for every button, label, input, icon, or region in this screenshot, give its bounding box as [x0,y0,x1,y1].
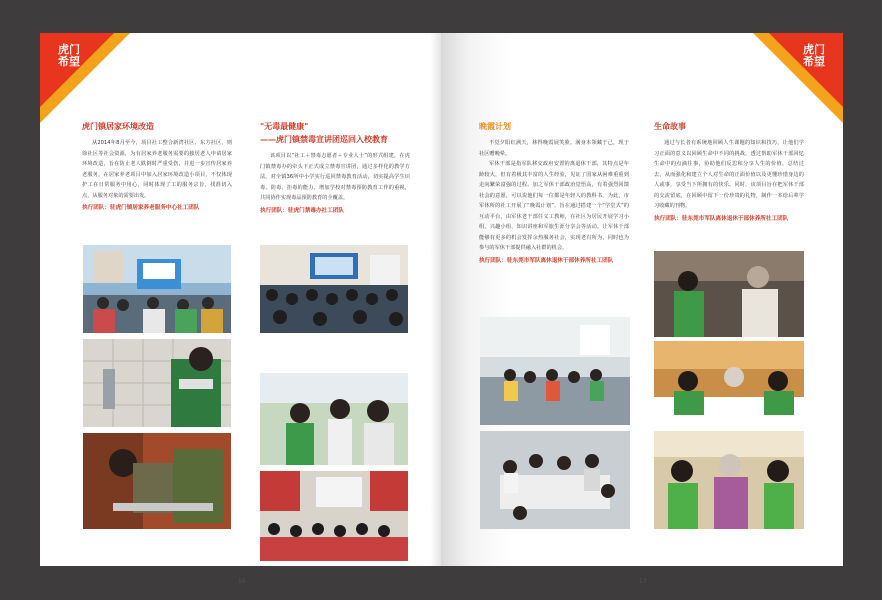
right-page [441,33,843,585]
article-team: 执行团队：驻东莞市军队离休退休干部休养所社工团队 [479,257,614,264]
article-home-renovation [82,121,232,216]
book-spine [430,33,441,566]
badge-left: 虎门希望 [58,43,80,68]
article-sunset-plan [479,121,629,269]
photo-elder-interview [654,251,804,337]
page-number: 17 [639,578,647,585]
article-title: "无毒最健康" [260,122,309,131]
left-page [40,33,441,585]
article-team: 执行团队：驻东莞市军队离休退休干部休养所社工团队 [654,215,789,222]
photo-table-group [480,431,630,529]
photo-repair-work [83,433,231,529]
article-team: 执行团队：驻虎门禁毒办社工团队 [260,207,344,214]
article-team: 执行团队：驻虎门镇居家养老服务中心社工团队 [82,205,200,211]
article-intro: 不觉夕阳红满天，林得晚霞展笑脸。满身本领藏于己，现于社区赠晚晕。 [479,140,629,157]
photo-students-presentation [260,373,408,465]
page-number: 16 [238,578,246,585]
photo-volunteers-elder [654,431,804,529]
article-subtitle: ——虎门镇禁毒宣讲团巡回入校教育 [260,135,388,144]
photo-writing-session [654,341,804,427]
article-body: 该项目以“社工＋禁毒志愿者＋专业人士”的形式组建，在虎门镇禁毒办的牵头下正式成立禁毒宣讲团，通过多样化的教学方法，对全镇36所中小学实行巡回禁毒教育活动，切实提高学生识毒、防毒、拒毒的能力，增加学校对禁毒预防教育工作的重视，共同协作实现毒品预防教育的全覆盖。 [260,153,410,201]
article-title: 虎门镇居家环境改造 [82,122,154,131]
article-anti-drug [260,121,410,219]
badge-right: 虎门希望 [803,43,825,68]
photo-classroom-lecture [260,245,408,333]
photo-activity-room [480,317,630,425]
article-body: 通过与长者有系统地回顾人生课题的知识和技巧，让他们学习正面的意义以回顾生命中不同的挑战，透过帮助军休干部回忆生命中的点滴往事，协助他们反思和分享人生的价值，总结过去，从而强化和建立个人对生命的正面价值以及更懂珍惜身边的人或事，享受当下所拥有的快乐。同时，该项目旨在把军休干部的交流留底，在回顾中留下一份珍贵的礼物，制作一本给后辈学习收藏的刊物。 [654,140,804,209]
article-body: 从2014年8月至今，项目社工整合新湾社区、东方社区、则徐社区等社会资源，为有居家养老服务需要的独居老人申请居家环境改造，旨在防止老人跌倒时严重受伤，并进一步宣传居家养老服务。在居家养老项目中加入居家环境改造小项目，不仅体现护工在日常服务中用心，同时体现了工的服务宗旨，找准切入点，从服务对象的需要出发。 [82,140,232,199]
article-title: 晚霞计划 [479,122,511,131]
photo-community-event [83,245,231,333]
photo-bathroom-repair [83,339,231,427]
article-body: 军休干部是指军队移交政府安置的离退休干部，其特点是年龄较大，但有着极其丰富的人生经验，见证了国家从困难重重到走向繁荣富强的过程。加之军休干部政治觉悟高，有着强烈回馈社会的意愿，可以说他们每一位都是年轻人的教科书。为此，市军休所的社工开展了“晚霞计划”，旨在通过搭建一个“学堂式”的互动平台，由军休老干部任义工教师，在社区为居民开展学习小组、兴趣小组、知识讲座和军旅生涯分享会等活动。让军休干部能够有更多的机会发挥余热服务社会，实现老有所为，同时也为参与的军休干部提供融入社群的机会。 [479,161,629,251]
photo-school-hall [260,471,408,561]
article-life-story [654,121,804,227]
article-title: 生命故事 [654,122,686,131]
